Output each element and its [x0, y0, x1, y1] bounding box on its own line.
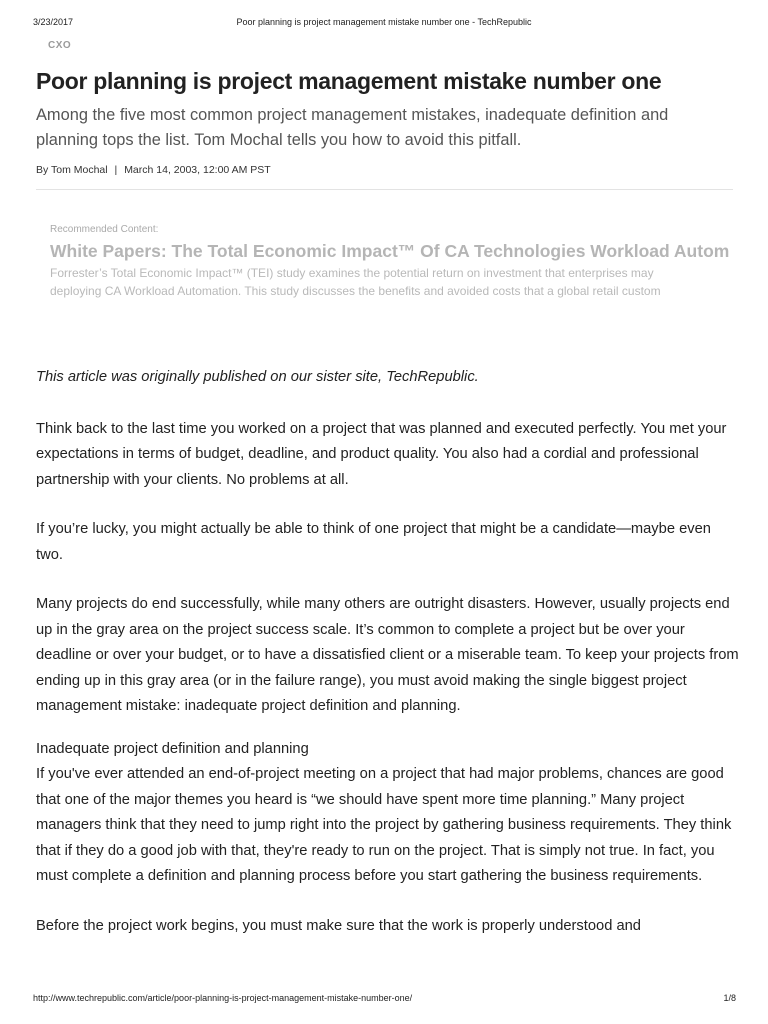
- promo-description-line-1: Forrester’s Total Economic Impact™ (TEI) study examines the potential return on investment that enterprises may: [50, 266, 654, 280]
- print-date: 3/23/2017: [33, 17, 74, 27]
- byline: [36, 164, 271, 176]
- byline-prefix: By: [36, 164, 49, 176]
- print-header: [0, 17, 768, 31]
- paragraph: Before the project work begins, you must make sure that the work is properly understood and: [36, 917, 641, 934]
- promo-description-line-2: deploying CA Workload Automation. This study discusses the benefits and avoided costs that a global retail custom: [50, 284, 661, 298]
- article-subtitle: Among the five most common project management mistakes, inadequate definition and planning tops the list. Tom Mochal tells you how to avoid this pitfall.: [36, 106, 669, 149]
- paragraph: Many projects do end successfully, while many others are outright disasters. However, usually projects end up in the gray area on the project success scale. It’s common to complete a project but be over your deadline or over your budget, or to have a dissatisfied client or a miserable team. To keep your projects from ending up in this gray area (or in the failure range), you must avoid making the single biggest project management mistake: inadequate project definition and planning.: [36, 596, 739, 714]
- category-label[interactable]: CXO: [48, 40, 72, 51]
- author-link[interactable]: Tom Mochal: [51, 164, 108, 176]
- promo-title-link[interactable]: White Papers: The Total Economic Impact™ Of CA Technologies Workload Autom: [50, 241, 730, 261]
- page-number: 1/8: [723, 993, 736, 1003]
- paragraph: If you’re lucky, you might actually be able to think of one project that might be a candidate—maybe even two.: [36, 521, 711, 563]
- paragraph: If you've ever attended an end-of-project meeting on a project that had major problems, chances are good that one of the major themes you heard is “we should have spent more time planning.” Many project managers think that they need to jump right into the project by gathering business requirements. They think that if they do a good job with that, they're ready to run on the project. That is simply not true. In fact, you must complete a definition and planning process before you start gathering the business requirements.: [36, 766, 732, 884]
- origin-note: This article was originally published on our sister site, TechRepublic.: [36, 369, 479, 385]
- header-divider: [36, 189, 733, 190]
- paragraph: Think back to the last time you worked on a project that was planned and executed perfectly. You met your expectations in terms of budget, deadline, and product quality. You also had a cordial and professional partnership with your clients. No problems at all.: [36, 420, 727, 488]
- recommended-content[interactable]: [50, 223, 733, 299]
- publish-date: March 14, 2003, 12:00 AM PST: [124, 164, 271, 176]
- byline-separator: |: [114, 164, 118, 176]
- promo-label: Recommended Content:: [50, 224, 159, 235]
- section-heading: Inadequate project definition and planning: [36, 740, 309, 757]
- print-footer: [0, 993, 768, 1007]
- print-page-title: Poor planning is project management mistake number one - TechRepublic: [236, 17, 532, 27]
- print-url: http://www.techrepublic.com/article/poor-planning-is-project-management-mistake-number-one/: [33, 993, 413, 1003]
- article-body: [36, 365, 741, 939]
- article-title: Poor planning is project management mistake number one: [36, 68, 662, 94]
